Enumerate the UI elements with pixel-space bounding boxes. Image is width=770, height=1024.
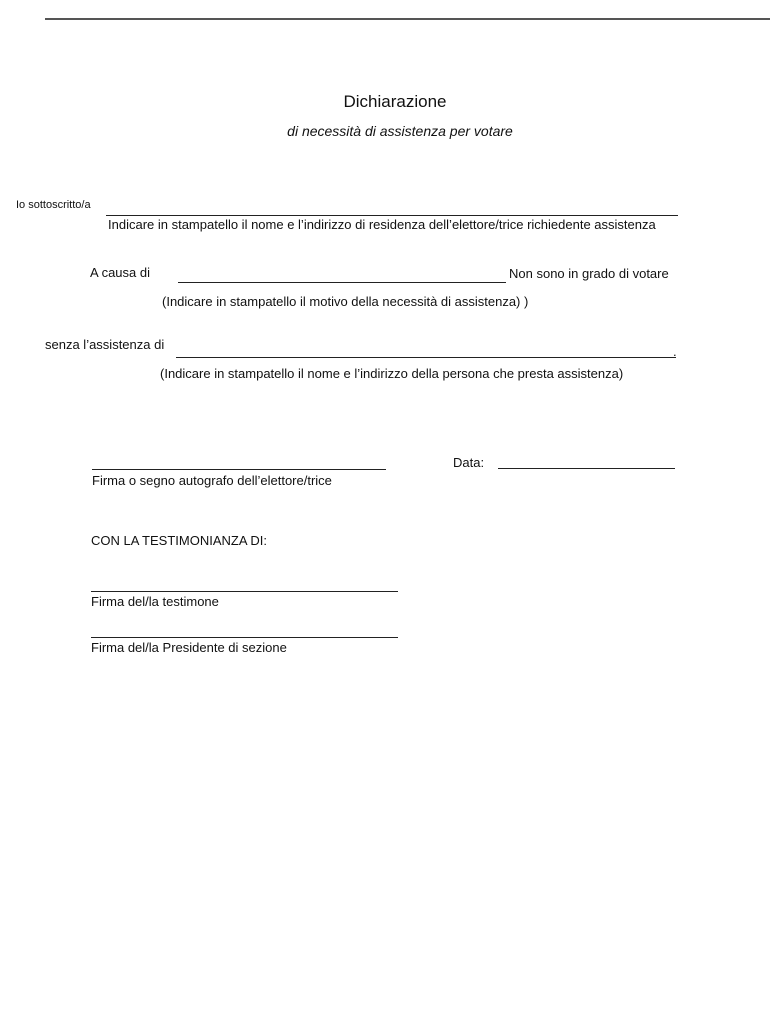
page-subtitle: di necessità di assistenza per votare [287, 123, 513, 139]
date-line[interactable] [498, 468, 675, 469]
assistance-label: senza l’assistenza di [45, 337, 165, 352]
top-rule [45, 18, 770, 20]
date-label: Data: [453, 455, 485, 470]
voter-signature-label: Firma o segno autografo dell’elettore/trice [92, 473, 332, 488]
cause-label: A causa di [90, 265, 150, 280]
undersigned-line[interactable] [106, 215, 678, 216]
undersigned-label: Io sottoscritto/a [16, 199, 91, 211]
undersigned-hint: Indicare in stampatello il nome e l’indirizzo di residenza dell’elettore/trice richiedente assistenza [108, 217, 656, 232]
voter-signature-line[interactable] [92, 469, 386, 470]
assistance-hint: (Indicare in stampatello il nome e l’indirizzo della persona che presta assistenza) [160, 366, 624, 381]
witness-heading: CON LA TESTIMONIANZA DI: [91, 533, 268, 548]
cause-hint: (Indicare in stampatello il motivo della necessità di assistenza) ) [162, 294, 529, 309]
president-signature-line[interactable] [91, 637, 398, 638]
page-title: Dichiarazione [343, 92, 447, 111]
president-signature-label: Firma del/la Presidente di sezione [91, 640, 287, 655]
assistance-line[interactable] [176, 357, 676, 358]
cause-line[interactable] [178, 282, 506, 283]
witness-signature-label: Firma del/la testimone [91, 594, 219, 609]
witness-signature-line[interactable] [91, 591, 398, 592]
cause-suffix: Non sono in grado di votare [509, 266, 669, 281]
assistance-end: . [673, 344, 677, 359]
